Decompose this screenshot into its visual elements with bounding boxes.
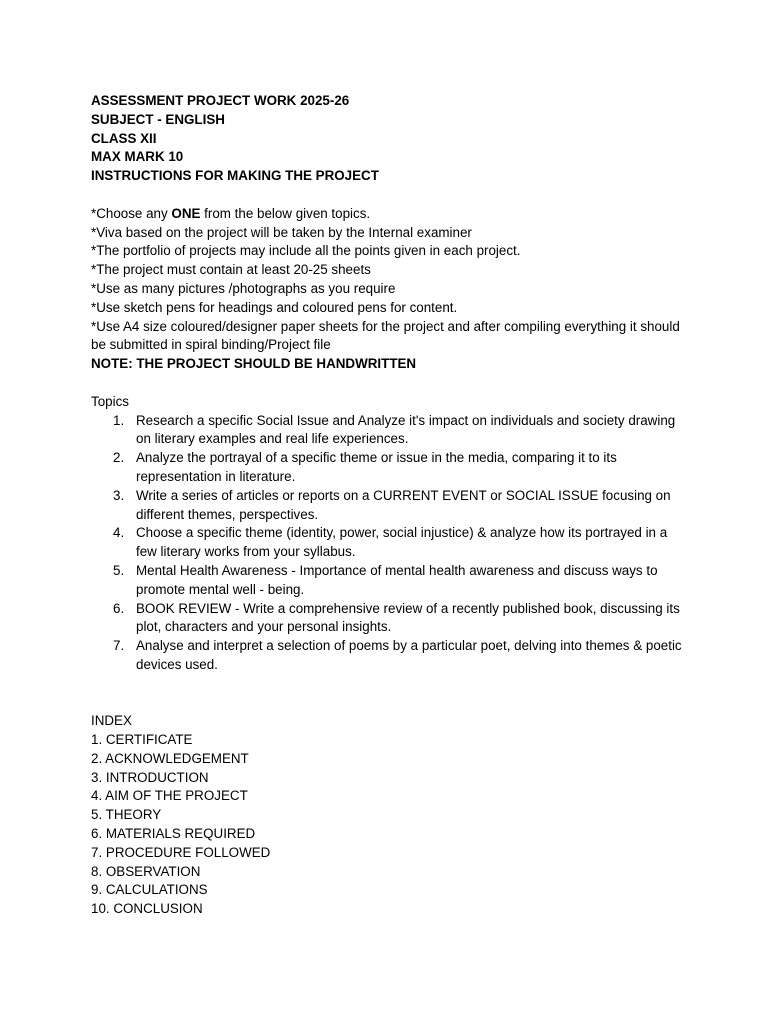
index-item: 7. PROCEDURE FOLLOWED	[91, 844, 271, 860]
index-item: 8. OBSERVATION	[91, 863, 201, 879]
instruction-choose-suffix: from the below given topics.	[200, 205, 371, 221]
topic-item	[91, 449, 691, 487]
index-section	[91, 712, 691, 919]
instruction-choose-bold: ONE	[171, 205, 201, 221]
index-item: 4. AIM OF THE PROJECT	[91, 788, 248, 804]
spacer	[91, 374, 691, 393]
index-item: 9. CALCULATIONS	[91, 882, 208, 898]
topic-item	[91, 637, 691, 675]
instruction-item: *The project must contain at least 20-25 sheets	[91, 262, 371, 278]
spacer	[91, 675, 691, 713]
topic-item	[91, 487, 691, 525]
heading-instructions: INSTRUCTIONS FOR MAKING THE PROJECT	[91, 168, 379, 184]
topic-text: Write a series of articles or reports on a CURRENT EVENT or SOCIAL ISSUE focusing on different themes, perspectives.	[136, 487, 671, 522]
topic-number: 4.	[113, 525, 125, 541]
topics-title: Topics	[91, 393, 129, 409]
heading-subject: SUBJECT - ENGLISH	[91, 111, 225, 127]
instruction-item: *Use sketch pens for headings and coloured pens for content.	[91, 299, 458, 315]
topic-text: Analyze the portrayal of a specific theme or issue in the media, comparing it to its representation in literature.	[136, 450, 617, 484]
heading-class: CLASS XII	[91, 130, 157, 146]
index-item: 1. CERTIFICATE	[91, 732, 193, 748]
instruction-item: *Viva based on the project will be taken by the Internal examiner	[91, 224, 472, 240]
document-content	[91, 92, 691, 919]
topic-item	[91, 412, 691, 450]
index-item: 2. ACKNOWLEDGEMENT	[91, 750, 249, 766]
topic-item	[91, 600, 691, 638]
topic-number: 7.	[113, 638, 125, 654]
heading-max-mark: MAX MARK 10	[91, 149, 184, 165]
topic-number: 5.	[113, 562, 125, 578]
topic-number: 6.	[113, 600, 125, 616]
instruction-choose-prefix: *Choose any	[91, 205, 172, 221]
spacer	[91, 186, 691, 205]
index-item: 10. CONCLUSION	[91, 901, 203, 917]
index-item: 3. INTRODUCTION	[91, 769, 209, 785]
instruction-item: *Use as many pictures /photographs as you require	[91, 280, 396, 296]
topic-number: 1.	[113, 412, 125, 428]
topic-item	[91, 524, 691, 562]
topic-text: Mental Health Awareness - Importance of mental health awareness and discuss ways to promote mental well - being.	[136, 562, 658, 597]
heading-title: ASSESSMENT PROJECT WORK 2025-26	[91, 93, 350, 108]
topics-list	[91, 412, 691, 675]
instruction-choose	[91, 205, 691, 224]
topic-number: 2.	[113, 450, 125, 466]
topic-text: BOOK REVIEW - Write a comprehensive review of a recently published book, discussing its plot, characters and your personal insights.	[136, 600, 680, 635]
topic-text: Research a specific Social Issue and Analyze it's impact on individuals and society drawing on literary examples and real life experiences.	[136, 412, 676, 447]
topic-item	[91, 562, 691, 600]
instruction-item: *The portfolio of projects may include all the points given in each project.	[91, 243, 521, 259]
handwritten-note: NOTE: THE PROJECT SHOULD BE HANDWRITTEN	[91, 356, 417, 372]
instruction-item: *Use A4 size coloured/designer paper sheets for the project and after compiling everything it should be submitted in spiral binding/Project file	[91, 318, 680, 353]
index-item: 6. MATERIALS REQUIRED	[91, 826, 256, 842]
topic-text: Choose a specific theme (identity, power, social injustice) & analyze how its portrayed in a few literary works from your syllabus.	[136, 525, 668, 560]
index-item: 5. THEORY	[91, 807, 162, 823]
topic-number: 3.	[113, 487, 125, 503]
topic-text: Analyse and interpret a selection of poems by a particular poet, delving into themes & poetic devices used.	[136, 638, 682, 672]
index-title: INDEX	[91, 713, 132, 729]
